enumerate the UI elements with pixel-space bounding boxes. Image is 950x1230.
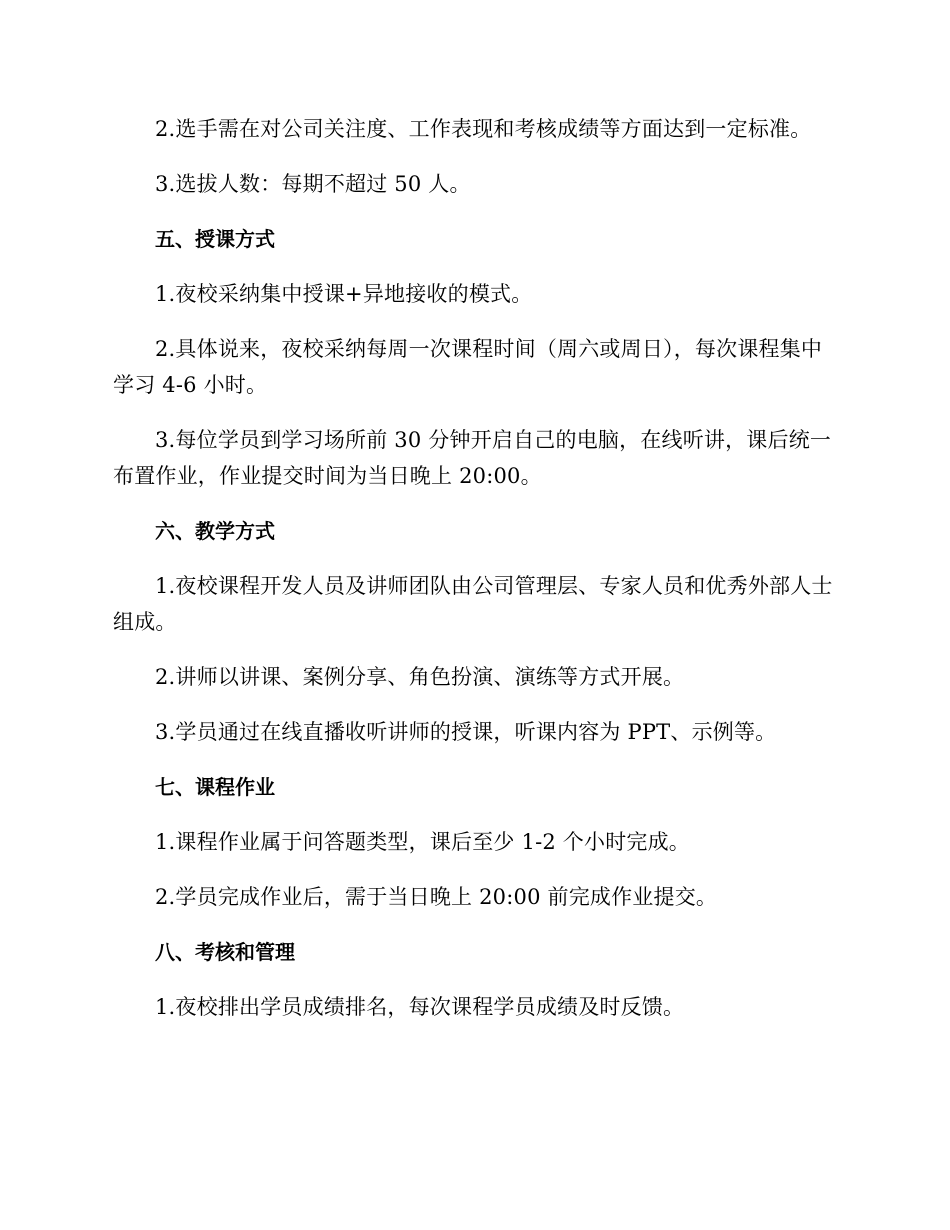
section-heading: 六、教学方式 xyxy=(155,519,275,543)
paragraph: 3.选拔人数：每期不超过 50 人。 xyxy=(155,172,471,196)
paragraph: 1.夜校排出学员成绩排名，每次课程学员成绩及时反馈。 xyxy=(155,995,685,1019)
paragraph: 3.每位学员到学习场所前 30 分钟开启自己的电脑，在线听讲，课后统一布置作业，作业提交时间为当日晚上 20:00。 xyxy=(113,428,832,488)
document-body xyxy=(113,111,833,1044)
paragraph: 2.学员完成作业后，需于当日晚上 20:00 前完成作业提交。 xyxy=(155,885,718,909)
section-heading: 五、授课方式 xyxy=(155,227,275,251)
paragraph: 1.课程作业属于问答题类型，课后至少 1-2 个小时完成。 xyxy=(155,830,691,854)
section-heading: 七、课程作业 xyxy=(155,775,275,799)
paragraph: 2.讲师以讲课、案例分享、角色扮演、演练等方式开展。 xyxy=(155,665,685,689)
section-heading: 八、考核和管理 xyxy=(155,940,295,964)
paragraph: 2.具体说来，夜校采纳每周一次课程时间（周六或周日），每次课程集中学习 4-6 小时。 xyxy=(113,337,823,397)
paragraph: 1.夜校采纳集中授课+异地接收的模式。 xyxy=(155,282,533,306)
paragraph: 2.选手需在对公司关注度、工作表现和考核成绩等方面达到一定标准。 xyxy=(155,117,812,141)
paragraph: 3.学员通过在线直播收听讲师的授课，听课内容为 PPT、示例等。 xyxy=(155,720,777,744)
paragraph: 1.夜校课程开发人员及讲师团队由公司管理层、专家人员和优秀外部人士组成。 xyxy=(113,574,833,634)
